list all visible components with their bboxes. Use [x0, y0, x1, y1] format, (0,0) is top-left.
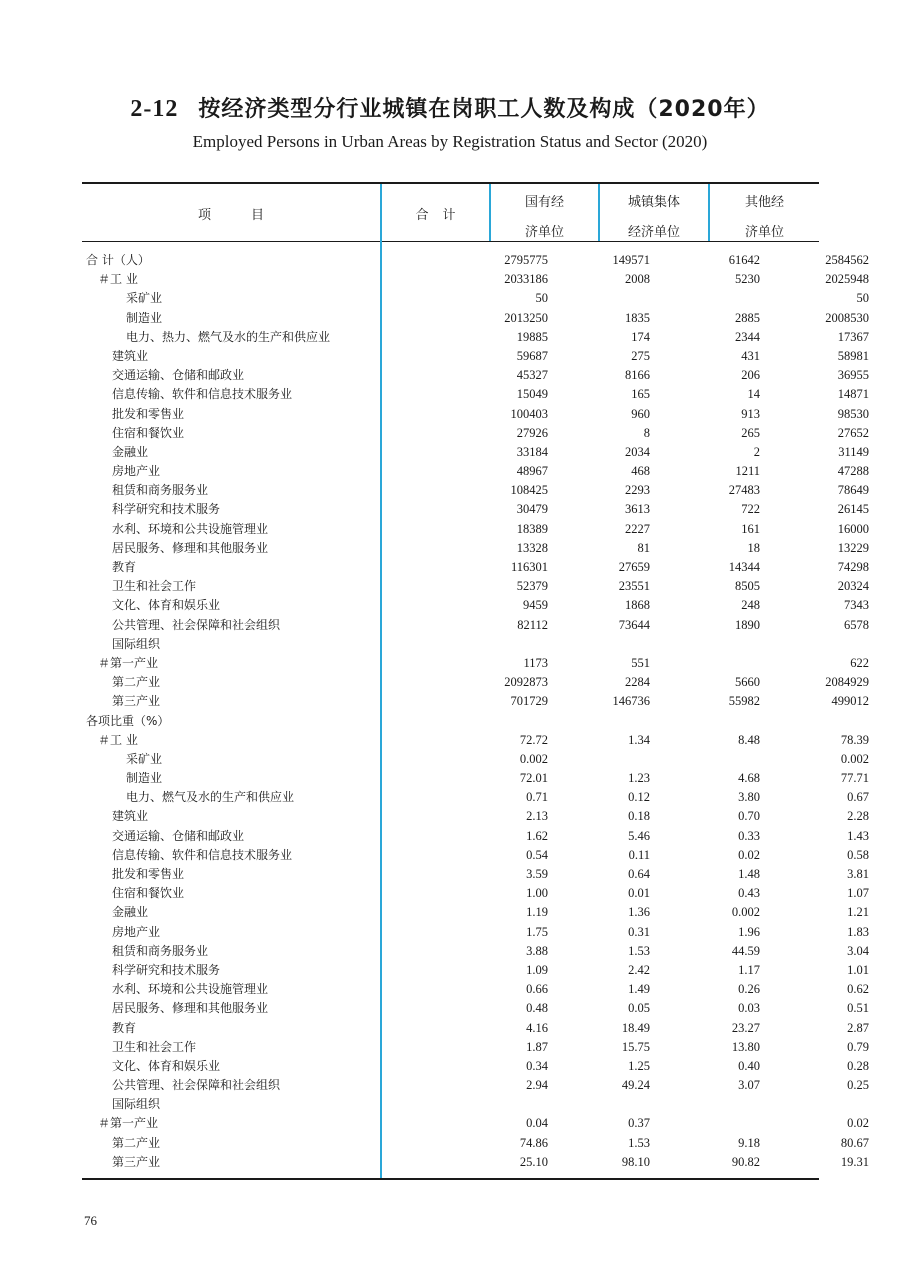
header-other-line2: 济单位 [744, 225, 784, 240]
table-cell: 4.16 [526, 1020, 548, 1035]
table-cell: 2034 [625, 444, 650, 459]
table-row [82, 405, 869, 424]
row-label: ＃第一产业 [98, 655, 159, 670]
row-label: 电力、燃气及水的生产和供应业 [126, 790, 295, 805]
table-row [82, 865, 869, 884]
row-label: 制造业 [126, 310, 163, 325]
table-bottom-rule [82, 1178, 819, 1180]
table-cell: 1.49 [628, 982, 650, 997]
row-label: 公共管理、社会保障和社会组织 [112, 1078, 281, 1093]
table-cell: 0.34 [526, 1058, 548, 1073]
table-cell: 74.86 [519, 1135, 548, 1150]
table-row [82, 846, 869, 865]
row-label: ＃第一产业 [98, 1116, 159, 1131]
table-cell: 1.36 [628, 905, 650, 920]
table-cell: 59687 [516, 348, 548, 363]
row-label: 批发和零售业 [112, 867, 185, 881]
row-label: 建筑业 [112, 809, 149, 824]
header-collective-line1: 城镇集体 [627, 195, 680, 210]
table-cell: 0.67 [847, 790, 869, 805]
table-row [82, 366, 869, 385]
table-row [82, 539, 869, 558]
table-body [82, 251, 869, 1172]
table-cell: 0.002 [519, 751, 548, 766]
row-label: 第二产业 [112, 1135, 161, 1150]
table-cell: 1.53 [628, 1135, 650, 1150]
row-label: 公共管理、社会保障和社会组织 [112, 617, 281, 632]
table-row [82, 712, 819, 731]
table-cell: 0.43 [738, 886, 760, 901]
table-cell: 30479 [516, 502, 548, 517]
row-label: 采矿业 [126, 291, 163, 306]
row-label: 房地产业 [112, 464, 161, 479]
table-cell: 50 [856, 291, 869, 306]
table-number: 2-12 [130, 96, 179, 122]
table-row [82, 558, 869, 577]
table-row [82, 673, 869, 692]
header-collective-line2: 经济单位 [627, 225, 680, 240]
table-cell: 1211 [735, 464, 760, 479]
table-cell: 0.26 [738, 982, 760, 997]
table-cell: 1.25 [628, 1058, 650, 1073]
table-cell: 90.82 [731, 1154, 760, 1169]
table-cell: 2.87 [847, 1020, 869, 1035]
table-cell: 1.09 [526, 962, 548, 977]
row-label: 国际组织 [112, 636, 161, 651]
table-cell: 1.83 [847, 924, 869, 939]
table-cell: 468 [631, 464, 650, 479]
table-cell: 2008530 [825, 310, 869, 325]
table-cell: 31149 [838, 444, 869, 459]
table-cell: 23.27 [731, 1020, 760, 1035]
table-cell: 0.37 [628, 1116, 650, 1131]
table-cell: 5.46 [628, 828, 650, 843]
table-cell: 27926 [516, 425, 548, 440]
row-label: 科学研究和技术服务 [112, 502, 221, 517]
table-cell: 8 [643, 425, 650, 440]
table-cell: 1.43 [847, 828, 869, 843]
table-cell: 1.07 [847, 886, 869, 901]
table-cell: 2092873 [504, 675, 548, 690]
table-row [82, 462, 869, 481]
table-cell: 27483 [728, 483, 760, 498]
table-row [82, 961, 869, 980]
table-cell: 0.64 [628, 867, 650, 881]
table-cell: 116301 [510, 560, 548, 574]
table-cell: 1.01 [847, 962, 869, 977]
table-cell: 3.07 [738, 1078, 760, 1093]
table-cell: 1.53 [628, 943, 650, 958]
row-label: 第二产业 [112, 675, 161, 690]
table-cell: 72.01 [519, 771, 548, 786]
row-label: 住宿和餐饮业 [112, 425, 185, 440]
table-cell: 2293 [625, 483, 650, 498]
table-row [82, 520, 869, 539]
table-cell: 8505 [735, 579, 760, 594]
row-label: 科学研究和技术服务 [112, 962, 221, 977]
table-row [82, 577, 869, 596]
row-label: 文化、体育和娱乐业 [112, 598, 221, 613]
table-cell: 0.33 [738, 828, 760, 843]
table-cell: 81 [637, 540, 650, 555]
table-cell: 0.62 [847, 982, 869, 997]
table-row [82, 1038, 869, 1057]
table-cell: 0.18 [628, 809, 650, 824]
table-cell: 16000 [837, 521, 869, 536]
table-cell: 1.21 [847, 905, 869, 920]
header-state-owned-line2: 济单位 [524, 225, 564, 240]
table-cell: 0.48 [526, 1001, 548, 1016]
table-row [82, 903, 869, 922]
row-label: 水利、环境和公共设施管理业 [112, 982, 269, 997]
table-cell: 82112 [517, 617, 548, 632]
table-cell: 0.54 [526, 847, 548, 862]
table-cell: 18389 [516, 521, 548, 536]
table-cell: 2344 [735, 329, 760, 344]
table-cell: 165 [631, 387, 650, 402]
table-cell: 3.04 [847, 943, 869, 958]
row-label: 租赁和商务服务业 [112, 483, 209, 498]
table-cell: 0.12 [628, 790, 650, 805]
row-label: 各项比重（%） [86, 713, 170, 728]
table-cell: 174 [631, 329, 650, 344]
table-cell: 33184 [516, 444, 548, 459]
row-label: 金融业 [112, 444, 149, 459]
table-cell: 58981 [837, 348, 869, 363]
title-chinese: 按经济类型分行业城镇在岗职工人数及构成（2020年） [198, 97, 770, 122]
table-cell: 0.66 [526, 982, 548, 997]
table-cell: 2284 [625, 675, 650, 690]
table-cell: 13229 [837, 540, 869, 555]
table-cell: 1.19 [526, 905, 548, 920]
table-cell: 0.11 [628, 847, 650, 862]
row-label: 采矿业 [126, 751, 163, 766]
table-cell: 45327 [516, 368, 548, 383]
table-cell: 77.71 [840, 771, 869, 786]
table-cell: 73644 [618, 617, 650, 632]
table-cell: 13.80 [731, 1039, 760, 1054]
table-cell: 0.70 [738, 809, 760, 824]
table-row [82, 347, 869, 366]
table-cell: 49.24 [621, 1078, 650, 1093]
table-cell: 3.59 [526, 867, 548, 881]
table-cell: 3.80 [738, 790, 760, 805]
table-cell: 4.68 [738, 771, 760, 786]
table-row [82, 424, 869, 443]
title-english: Employed Persons in Urban Areas by Registration Status and Sector (2020) [192, 132, 708, 151]
table-row [82, 616, 869, 635]
table-cell: 78.39 [840, 732, 869, 747]
table-cell: 2013250 [504, 310, 548, 325]
table-cell: 74298 [837, 560, 869, 574]
table-row [82, 769, 869, 788]
table-row [82, 884, 869, 903]
table-cell: 5660 [735, 675, 760, 690]
table-cell: 48967 [516, 464, 548, 479]
table-cell: 98530 [837, 406, 869, 421]
table-cell: 9459 [523, 598, 548, 613]
table-cell: 27659 [618, 560, 650, 574]
row-label: 信息传输、软件和信息技术服务业 [112, 847, 293, 862]
table-cell: 1835 [625, 310, 650, 325]
table-cell: 19.31 [840, 1154, 869, 1169]
table-row [82, 251, 869, 270]
table-cell: 78649 [837, 483, 869, 498]
table-cell: 0.002 [840, 751, 869, 766]
table-cell: 913 [741, 406, 760, 421]
table-cell: 722 [741, 502, 760, 517]
table-cell: 0.71 [526, 790, 548, 805]
table-cell: 1.23 [628, 771, 650, 786]
table-cell: 36955 [837, 368, 869, 383]
row-label: 国际组织 [112, 1097, 161, 1112]
table-cell: 1.62 [526, 828, 548, 843]
table-cell: 44.59 [731, 943, 760, 958]
table-row [82, 289, 869, 308]
table-cell: 3.88 [526, 943, 548, 958]
table-cell: 206 [741, 368, 760, 383]
row-label: 卫生和社会工作 [112, 1039, 197, 1054]
row-label: 卫生和社会工作 [112, 579, 197, 594]
table-row [82, 692, 869, 711]
table-cell: 0.05 [628, 1001, 650, 1016]
row-label: 文化、体育和娱乐业 [112, 1058, 221, 1073]
table-row [82, 270, 869, 289]
row-label: 居民服务、修理和其他服务业 [112, 540, 269, 555]
table-row [82, 999, 869, 1018]
table-row [82, 1095, 819, 1114]
table-row [82, 807, 869, 826]
row-label: 建筑业 [112, 348, 149, 363]
table-cell: 17367 [837, 329, 869, 344]
table-cell: 1.87 [526, 1039, 548, 1054]
table-cell: 108425 [510, 483, 548, 498]
table-row [82, 328, 869, 347]
row-label: 教育 [112, 1020, 137, 1035]
header-total: 合计 [415, 208, 470, 223]
table-cell: 0.51 [847, 1001, 869, 1016]
table-cell: 146736 [612, 694, 650, 709]
table-cell: 0.79 [847, 1039, 869, 1054]
table-cell: 72.72 [519, 732, 548, 747]
table-row [82, 923, 869, 942]
table-cell: 27652 [837, 425, 869, 440]
table-cell: 15.75 [621, 1039, 650, 1054]
table-cell: 622 [850, 655, 869, 670]
table-cell: 98.10 [621, 1154, 650, 1169]
table-row [82, 980, 869, 999]
row-label: 电力、热力、燃气及水的生产和供应业 [126, 329, 331, 344]
header-other-line1: 其他经 [744, 195, 784, 210]
table-cell: 248 [741, 598, 760, 613]
table-cell: 0.02 [738, 847, 760, 862]
row-label: 批发和零售业 [112, 406, 185, 421]
table-cell: 8166 [625, 368, 650, 383]
row-label: 制造业 [126, 771, 163, 786]
table-cell: 1.75 [526, 924, 548, 939]
table-cell: 0.31 [628, 924, 650, 939]
table-row [82, 1114, 869, 1133]
table-row [82, 750, 869, 769]
table-cell: 14344 [728, 560, 760, 574]
row-label: 信息传输、软件和信息技术服务业 [112, 387, 293, 402]
table-row [82, 309, 869, 328]
table-cell: 0.02 [847, 1116, 869, 1131]
table-cell: 0.40 [738, 1058, 760, 1073]
table-cell: 0.04 [526, 1116, 548, 1131]
header-item: 项目 [197, 208, 304, 223]
table-cell: 3.81 [847, 867, 869, 881]
table-cell: 0.25 [847, 1078, 869, 1093]
table-cell: 18 [747, 540, 760, 555]
table-cell: 55982 [728, 694, 760, 709]
table-cell: 26145 [837, 502, 869, 517]
table-row [82, 731, 869, 750]
table-cell: 0.58 [847, 847, 869, 862]
table-cell: 0.03 [738, 1001, 760, 1016]
table-cell: 1868 [625, 598, 650, 613]
table-cell: 2.13 [526, 809, 548, 824]
table-cell: 19885 [516, 329, 548, 344]
row-label: 教育 [112, 560, 137, 574]
table-cell: 100403 [510, 406, 548, 421]
table-cell: 0.002 [731, 905, 760, 920]
table-cell: 701729 [510, 694, 548, 709]
table-cell: 2795775 [504, 253, 548, 267]
row-label: 住宿和餐饮业 [112, 886, 185, 901]
table-cell: 20324 [837, 579, 869, 594]
row-label: 金融业 [112, 905, 149, 920]
table-cell: 1.34 [628, 732, 650, 747]
table-cell: 2.94 [526, 1078, 548, 1093]
row-label: 房地产业 [112, 924, 161, 939]
table-cell: 9.18 [738, 1135, 760, 1150]
row-label: ＃工 业 [98, 732, 138, 747]
row-label: 交通运输、仓储和邮政业 [112, 368, 245, 383]
table-cell: 1.17 [738, 962, 760, 977]
table-cell: 2.28 [847, 809, 869, 824]
table-header-rule [82, 241, 819, 242]
table-cell: 14871 [837, 387, 869, 402]
table-cell: 265 [741, 425, 760, 440]
table-cell: 47288 [837, 464, 869, 479]
table-cell: 499012 [831, 694, 869, 709]
table-row [82, 827, 869, 846]
table-cell: 0.28 [847, 1058, 869, 1073]
row-label: 居民服务、修理和其他服务业 [112, 1001, 269, 1016]
table-cell: 6578 [844, 617, 869, 632]
table-row [82, 1076, 869, 1095]
table-row [82, 1153, 869, 1172]
table-cell: 2 [753, 444, 760, 459]
table-cell: 3613 [625, 502, 650, 517]
table-cell: 161 [741, 521, 760, 536]
table-cell: 960 [631, 406, 650, 421]
table-cell: 25.10 [519, 1154, 548, 1169]
table-cell: 2885 [735, 310, 760, 325]
table-row [82, 385, 869, 404]
table-cell: 8.48 [738, 732, 760, 747]
table-row [82, 1057, 869, 1076]
table-cell: 52379 [516, 579, 548, 594]
row-label: 第三产业 [112, 694, 161, 709]
page-title [0, 92, 900, 123]
table-row [82, 443, 869, 462]
table-row [82, 1019, 869, 1038]
table-cell: 2025948 [825, 272, 869, 287]
table-cell: 23551 [618, 579, 650, 594]
table-cell: 275 [631, 348, 650, 363]
table-cell: 1173 [523, 655, 548, 670]
table-row [82, 481, 869, 500]
header-state-owned-line1: 国有经 [524, 195, 564, 210]
row-label: 第三产业 [112, 1154, 161, 1169]
row-label: 合 计（人） [86, 253, 150, 267]
page-number: 76 [84, 1213, 97, 1228]
table-cell: 5230 [735, 272, 760, 287]
table-cell: 13328 [516, 540, 548, 555]
table-cell: 15049 [516, 387, 548, 402]
table-cell: 61642 [728, 253, 760, 267]
table-cell: 80.67 [840, 1135, 869, 1150]
table-row [82, 788, 869, 807]
table-cell: 2033186 [504, 272, 548, 287]
table-cell: 551 [631, 655, 650, 670]
table-cell: 149571 [612, 253, 650, 267]
table-cell: 2008 [625, 272, 650, 287]
table-row [82, 596, 869, 615]
table-cell: 2584562 [825, 253, 869, 267]
table-cell: 0.01 [628, 886, 650, 901]
row-label: 租赁和商务服务业 [112, 943, 209, 958]
table-cell: 18.49 [621, 1020, 650, 1035]
table-cell: 1.96 [738, 924, 760, 939]
table-cell: 431 [741, 348, 760, 363]
row-label: ＃工 业 [98, 272, 138, 287]
table-cell: 2227 [625, 521, 650, 536]
table-cell: 50 [535, 291, 548, 306]
table-row [82, 1134, 869, 1153]
table-cell: 2084929 [825, 675, 869, 690]
table-row [82, 942, 869, 961]
row-label: 水利、环境和公共设施管理业 [112, 521, 269, 536]
table-row [82, 654, 869, 673]
table-row [82, 635, 819, 654]
table-cell: 1890 [735, 617, 760, 632]
table-cell: 7343 [844, 598, 869, 613]
table-cell: 1.48 [738, 867, 760, 881]
table-cell: 1.00 [526, 886, 548, 901]
row-label: 交通运输、仓储和邮政业 [112, 828, 245, 843]
table-cell: 14 [747, 387, 760, 402]
table-row [82, 500, 869, 519]
table-cell: 2.42 [628, 962, 650, 977]
